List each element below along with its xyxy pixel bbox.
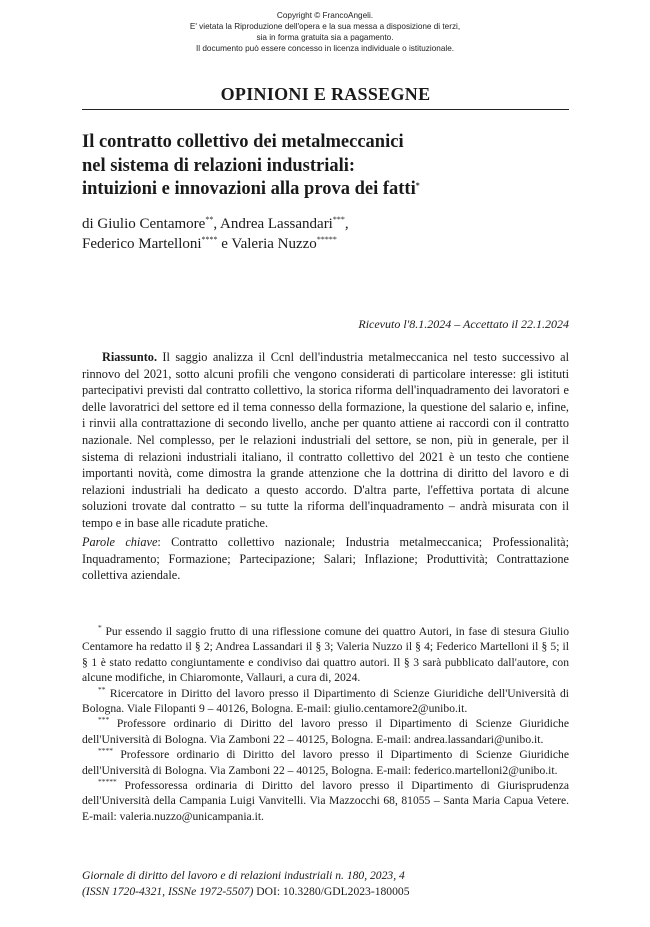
section-divider <box>82 109 569 110</box>
copyright-notice <box>0 10 650 54</box>
author-name: Federico Martelloni <box>82 235 202 252</box>
keywords-text: : Contratto collettivo nazionale; Industria metalmeccanica; Professionalità; Inquadramento; Formazione; Partecipazione; Salari; Inflazione; Produttività; Contrattazione collettiva aziendale. <box>82 535 569 583</box>
title-line: Il contratto collettivo dei metalmeccanici <box>82 132 404 152</box>
authors-line <box>82 235 349 255</box>
footnote-mark: ***** <box>98 777 117 787</box>
footnote <box>82 747 569 778</box>
keywords-label: Parole chiave <box>82 535 158 549</box>
footnote-mark[interactable]: ** <box>205 215 214 224</box>
author-name: di Giulio Centamore <box>82 216 206 232</box>
section-title: OPINIONI E RASSEGNE <box>220 84 431 104</box>
copyright-line: Il documento può essere concesso in licenza individuale o istituzionale. <box>195 44 455 53</box>
footnotes <box>82 624 569 824</box>
title-line-text: intuizioni e innovazioni alla prova dei fatti <box>82 179 416 199</box>
issn: (ISSN 1720-4321, ISSNe 1972-5507) <box>82 885 254 898</box>
author-separator: , <box>344 216 349 232</box>
copyright-line: sia in forma gratuita sia a pagamento. <box>256 33 394 42</box>
abstract-text: Il saggio analizza il Ccnl dell'industria metalmeccanica nel testo successivo al rinnovo del 2021, sotto alcuni profili che vengono considerati di particolare interesse: gli istituti partecipativi previsti dal contratto collettivo, la storica riforma dell'inquadramento dei lavoratori e delle lavoratrici del settore ed il tema connesso della formazione, la questione del salario e, infine, i rinvii alla contrattazione di secondo livello, anche per quanto attiene ai raccordi con il contratto nazionale. Nel complesso, per le relazioni industriali del settore, se non, più in generale, per il sistema di relazioni industriali italiano, il contratto collettivo del 2021 è un testo che contiene importanti novità, come dimostra la grande attenzione che la dottrina di diritto del lavoro e di relazioni industriali ha dedicato a questo accordo. D'altra parte, l'effettiva portata di alcune soluzioni trovate dal contratto – su tutte la riforma dell'inquadramento – andrà misurata con il tempo e in base alle ricadute pratiche. <box>82 350 569 530</box>
article-title <box>82 131 420 202</box>
footnote <box>82 778 569 824</box>
title-line <box>82 178 420 202</box>
footnote-mark[interactable]: ***** <box>316 234 337 244</box>
footnote-text: Professoressa ordinaria di Diritto del lavoro presso il Dipartimento di Giurisprudenza dell'Università della Campania Luigi Vanvitelli. Via Mazzocchi 68, 81055 – Santa Maria Capua Vetere. E-mail: valeria.nuzzo@unicampania.it. <box>82 779 569 823</box>
copyright-line: Copyright © FrancoAngeli. <box>276 11 374 20</box>
doi[interactable]: DOI: 10.3280/GDL2023-180005 <box>253 885 410 898</box>
footnote-text: Professore ordinario di Diritto del lavoro presso il Dipartimento di Scienze Giuridiche dell'Università di Bologna. Via Zamboni 22 – 40125, Bologna. E-mail: federico.martelloni2@unibo.it. <box>82 748 569 777</box>
journal-citation <box>82 868 410 900</box>
abstract-label: Riassunto. <box>102 350 158 364</box>
keywords <box>82 534 569 584</box>
footnote-mark[interactable]: *** <box>332 215 345 224</box>
authors <box>82 215 349 254</box>
footnote-mark: *** <box>98 715 110 725</box>
footnote-text: Ricercatore in Diritto del lavoro presso il Dipartimento di Scienze Giuridiche dell'Università di Bologna. Viale Filopanti 9 – 40126, Bologna. E-mail: giulio.centamore2@unibo.it. <box>82 686 569 716</box>
copyright-line: E' vietata la Riproduzione dell'opera e la sua messa a disposizione di terzi, <box>189 22 461 31</box>
footnote <box>82 716 569 747</box>
footnote-mark: **** <box>98 746 113 756</box>
footnote-mark[interactable]: **** <box>201 234 218 244</box>
footnote-text: Pur essendo il saggio frutto di una riflessione comune dei quattro Autori, in fase di stesura Giulio Centamore ha redatto il § 2; Andrea Lassandari il § 3; Valeria Nuzzo il § 4; Federico Martelloni il § 5; il § 1 è stato redatto congiuntamente e condiviso dai quattro autori. Il § 3 sarà pubblicato dall'autore, con alcune modifiche, in Chiaromonte, Vallauri, a cura di, 2024. <box>82 625 569 685</box>
author-name: , Andrea Lassandari <box>213 216 333 232</box>
journal-identifiers <box>82 884 410 900</box>
authors-line <box>82 215 349 235</box>
received-accepted-dates: Ricevuto l'8.1.2024 – Accettato il 22.1.2024 <box>358 317 569 331</box>
title-line: nel sistema di relazioni industriali: <box>82 155 356 176</box>
footnote-mark: * <box>98 623 102 632</box>
journal-name: Giornale di diritto del lavoro e di relazioni industriali n. 180, 2023, 4 <box>82 869 405 882</box>
author-name: e Valeria Nuzzo <box>217 235 317 252</box>
footnote-text: Professore ordinario di Diritto del lavoro presso il Dipartimento di Scienze Giuridiche dell'Università di Bologna. Via Zamboni 22 – 40125, Bologna. E-mail: andrea.lassandari@unibo.it. <box>82 717 569 746</box>
abstract <box>82 349 569 532</box>
footnote <box>82 624 569 686</box>
footnote <box>82 686 569 717</box>
footnote-mark: ** <box>98 684 106 694</box>
footnote-mark[interactable]: * <box>415 181 420 190</box>
